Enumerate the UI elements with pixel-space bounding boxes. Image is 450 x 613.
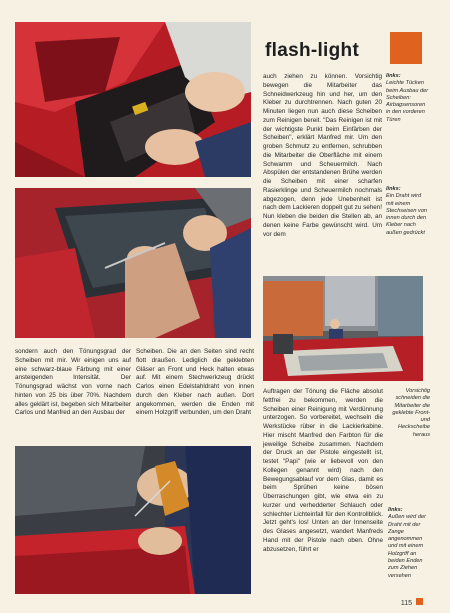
page-number: 115 (400, 600, 412, 607)
section-title: flash-light (265, 40, 360, 61)
workshop-photo (263, 276, 423, 381)
caption-text: Leichte Tücken beim Ausbau der Scheiben: Airbagsensoren in den vorderen Türen (386, 80, 429, 123)
caption-text: Vorsichtig schneiden die Mitarbeiter die geklebte Front- und Heckscheibe heraus (392, 388, 430, 438)
article-column-middle-lower: Scheiben. Die an den Seiten sind recht flott draußen. Lediglich die geklebten Gläser an Front und Heck halten etwas auf. Mit einem Stechwerkzeug drückt Carlos einen Edelstahldraht von innen durch den Kleber nach außen. Dort angekommen, werden die Enden mit einem Holzgriff verbunden, um den Draht (136, 348, 254, 417)
windshield-interior-photo (15, 188, 251, 338)
wire-pliers-photo (15, 446, 251, 594)
caption-label: links: (388, 507, 403, 513)
car-door-airbag-photo (15, 22, 251, 177)
caption-pliers (388, 507, 430, 597)
caption-label: links: (386, 73, 401, 79)
caption-label: links: (386, 186, 401, 192)
caption-text: Ein Draht wird mit einem Stechseisen von innen durch den Kleber nach außen gedrückt (386, 193, 428, 236)
caption-airbag (386, 73, 430, 168)
title-accent-square (390, 32, 422, 64)
article-column-right-lower: Auftragen der Tönung die Fläche absolut fettfrei zu bekommen, werden die Scheiben einer Reinigung mit Verdünnung unterzogen. So vorbereitet, wechseln die Werkstücke rüber in die Lackierkabine. Hier mischt Manfred den Farbton für die jeweilige Scheibe zusammen. Nachdem der Druck an der Pistole eingestellt ist, testet "Papi" (wie er liebevoll von den Kollegen genannt wird) nach den Bewegungsablauf vor dem Glas, damit es beim Sprühen keine bösen Überraschungen gibt, wie etwa ein zu kurzer und verhedderter Schlauch oder schlechter Lichteinfall für den Kontrollblick. Jetzt geht's los! Unten an der Innenseite des Glases angesetzt, wandert Manfreds Hand mit der Pistole nach oben. Ohne abzusetzen, führt er (263, 388, 383, 553)
caption-wire (386, 186, 430, 266)
page-number-accent (416, 598, 423, 605)
article-column-right-upper: auch ziehen zu können. Vorsichtig bewegen die Mitarbeiter das Schneidwerkzeug hin und her, um den Kleber zu durchtrennen. Nach guten 20 Minuten liegen nun auch diese Scheiben zum Reinigen bereit. "Das Reinigen ist mit der wichtigste Punkt beim Einfärben der Scheiben", erklärt Manfred mir. Um den groben Schmutz zu entfernen, schrubben die Mitarbeiter die Oberfläche mit einem Schwamm und Scheuermilch. Nach Abspülen der entstandenen Brühe werden die Scheiben mit einer scharfen Rasierklinge und Scheuermilch nochmals abgezogen, denn jede Unebenheit ist nach dem Lackieren doppelt gut zu sehen! Nun kleben die beiden die Stellen ab, an denen keine Farbe gewünscht wird. Um vor dem (263, 73, 382, 238)
caption-cutting (388, 388, 430, 448)
caption-text: Außen wird der Draht mit der Zange angenommen und mit einem Holzgriff an beiden Enden zum Ziehen versehen (388, 514, 426, 579)
article-column-left-lower: sondern auch den Tönungsgrad der Scheiben mit mir. Wir einigen uns auf eine schwarz-blaue Färbung mit einer ansteigenden Intensität. Der Tönungsgrad wächst von vorne nach hinten von 25 bis über 70%. Nachdem alles geklärt ist, begeben sich Mitarbeiter Carlos und Manfred an den Ausbau der (15, 348, 131, 417)
